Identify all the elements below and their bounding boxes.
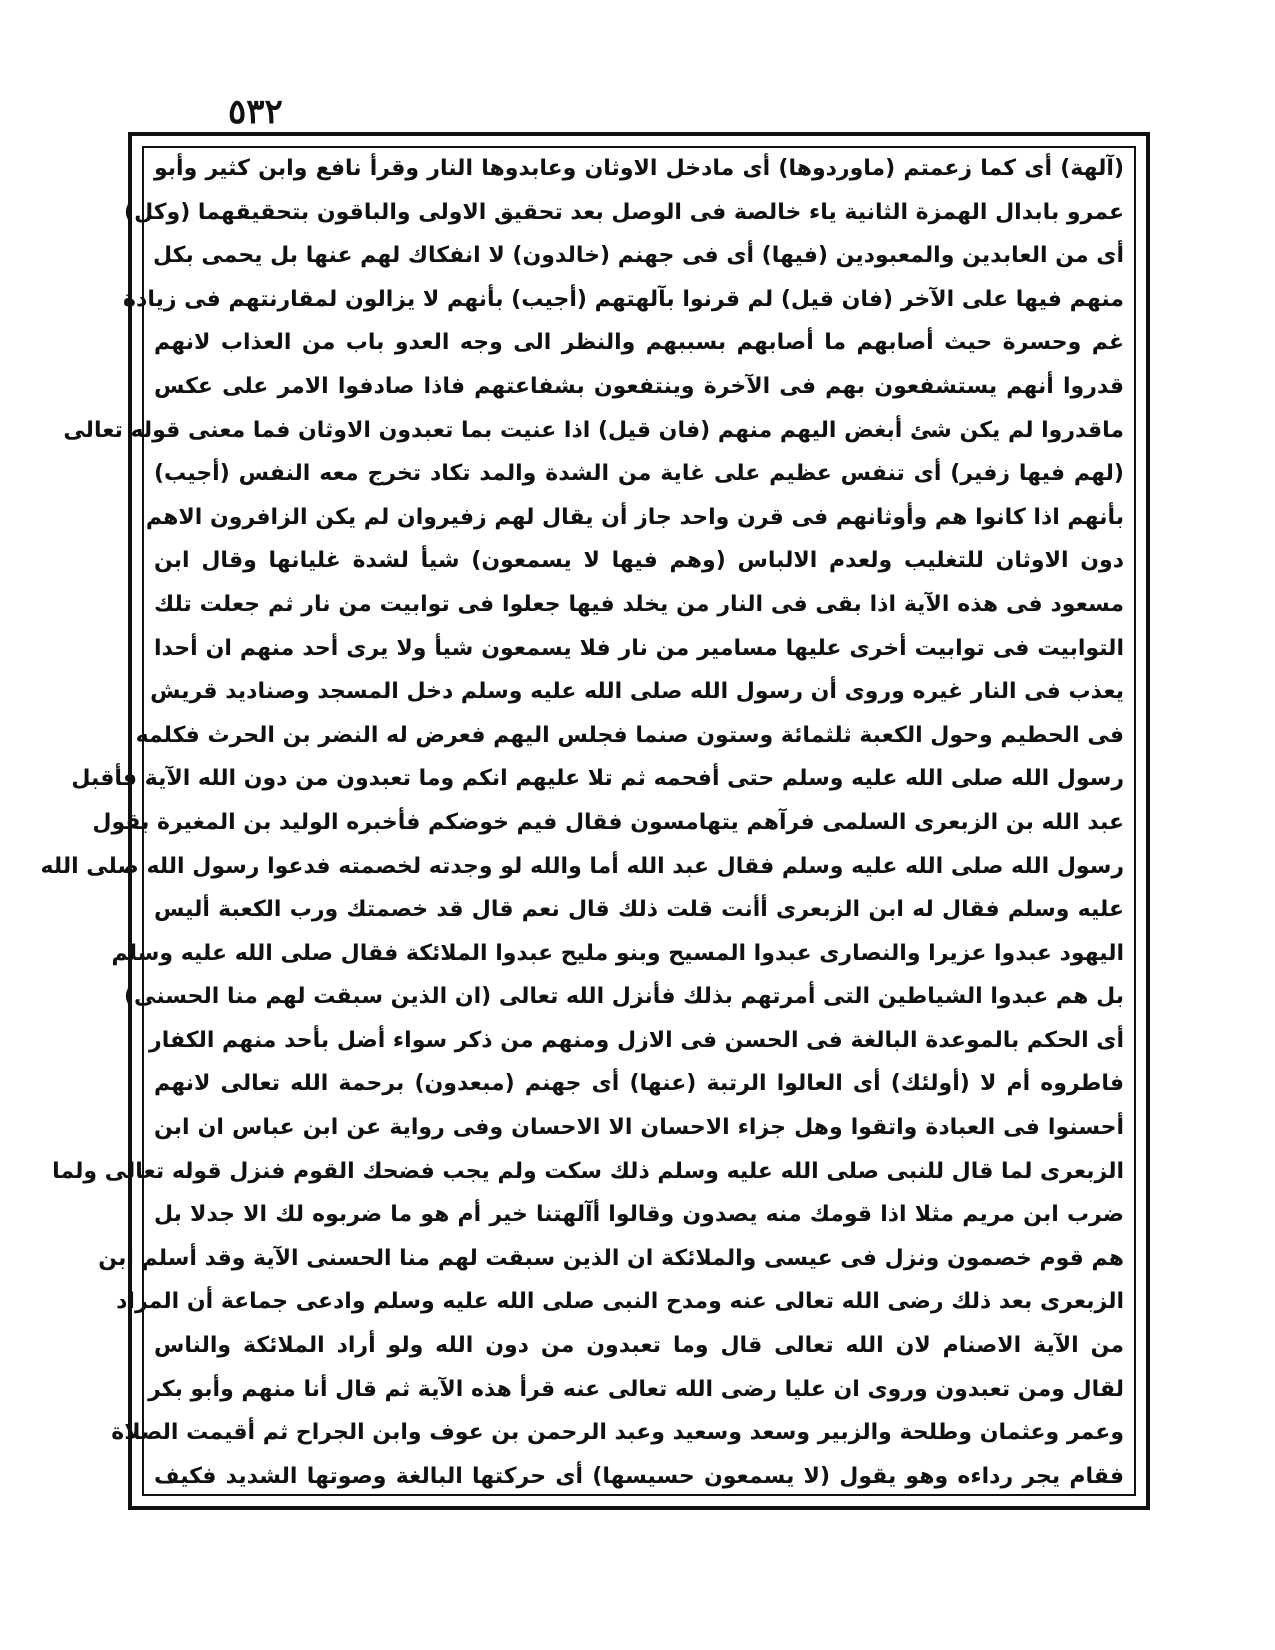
text-line: قدروا أنهم يستشفعون بهم فى الآخرة وينتفعون بشفاعتهم فاذا صادفوا الامر على عكس <box>154 373 1124 399</box>
text-line: أى الحكم بالموعدة البالغة فى الحسن فى الازل ومنهم من ذكر سواء أضل بأحد منهم الكفار <box>149 1027 1124 1053</box>
page-frame <box>40 132 1150 1510</box>
text-line: الزبعرى بعد ذلك رضى الله تعالى عنه ومدح النبى صلى الله عليه وسلم وادعى جماعة أن المراد <box>116 1289 1124 1315</box>
text-line: يعذب فى النار غيره وروى أن رسول الله صلى الله عليه وسلم دخل المسجد وصناديد قريش <box>150 679 1124 705</box>
text-line: منهم فيها على الآخر (فان قيل) لم قرنوا بآلهتهم (أجيب) بأنهم لا يزالون لمقارنتهم فى زيادة <box>123 286 1124 312</box>
text-line: أى من العابدين والمعبودين (فيها) أى فى جهنم (خالدون) لا انفكاك لهم عنها بل يحمى بكل <box>153 243 1124 269</box>
text-line: عبد الله بن الزبعرى السلمى فرآهم يتهامسون فقال فيم خوضكم فأخبره الوليد بن المغيرة بقول <box>92 809 1124 835</box>
page-number: ٥٣٢ <box>228 92 283 132</box>
text-line: رسول الله صلى الله عليه وسلم حتى أفحمه ثم تلا عليهم انكم وما تعبدون من دون الله الآية فأقبل <box>71 766 1124 792</box>
text-line: غم وحسرة حيث أصابهم ما أصابهم بسببهم والنظر الى وجه العدو باب من العذاب لانهم <box>154 330 1124 356</box>
text-line: مسعود فى هذه الآية اذا بقى فى النار من يخلد فيها جعلوا فى توابيت من نار ثم جعلت تلك <box>154 591 1124 617</box>
text-line: عليه وسلم فقال له ابن الزبعرى أأنت قلت ذلك قال نعم قال قد خصمتك ورب الكعبة أليس <box>154 897 1124 923</box>
text-line: فاطروه أم لا (أولئك) أى العالوا الرتبة (عنها) أى جهنم (مبعدون) برحمة الله تعالى لانهم <box>154 1071 1124 1097</box>
text-line: اليهود عبدوا عزيرا والنصارى عبدوا المسيح وبنو مليح عبدوا الملائكة فقال صلى الله عليه وسلم <box>111 940 1124 966</box>
text-line: بل هم عبدوا الشياطين التى أمرتهم بذلك فأنزل الله تعالى (ان الذين سبقت لهم منا الحسنى) <box>124 984 1124 1010</box>
text-line: فقام يجر رداءه وهو يقول (لا يسمعون حسيسها) أى حركتها البالغة وصوتها الشديد فكيف <box>154 1463 1124 1489</box>
text-line: هم قوم خصمون ونزل فى عيسى والملائكة ان الذين سبقت لهم منا الحسنى الآية وقد أسلم ابن <box>98 1245 1124 1271</box>
text-line: وعمر وعثمان وطلحة والزبير وسعد وسعيد وعبد الرحمن بن عوف وابن الجراح ثم أقيمت الصلاة <box>111 1420 1124 1446</box>
text-line: عمرو بابدال الهمزة الثانية ياء خالصة فى الوصل بعد تحقيق الاولى والباقون بتحقيقهما (وكل) <box>124 199 1124 225</box>
text-line: الزبعرى لما قال للنبى صلى الله عليه وسلم ذلك سكت ولم يجب فضحك القوم فنزل قوله تعالى ولما <box>52 1158 1124 1184</box>
text-line: بأنهم اذا كانوا هم وأوثانهم فى قرن واحد جاز أن يقال لهم زفيروان لم يكن الزافرون الاهم <box>145 504 1124 530</box>
text-line: التوابيت فى توابيت أخرى عليها مسامير من نار فلا يسمعون شيأ ولا يرى أحد منهم ان أحدا <box>154 635 1124 661</box>
text-line: دون الاوثان للتغليب ولعدم الالباس (وهم فيها لا يسمعون) شيأ لشدة غليانها وقال ابن <box>154 548 1124 574</box>
text-line: رسول الله صلى الله عليه وسلم فقال عبد الله أما والله لو وجدته لخصمته فدعوا رسول الله صلى الله <box>40 853 1124 879</box>
text-line: أحسنوا فى العبادة واتقوا وهل جزاء الاحسان الا الاحسان وفى رواية عن ابن عباس ان ابن <box>154 1115 1124 1141</box>
text-line: (آلهة) أى كما زعمتم (ماوردوها) أى مادخل الاوثان وعابدوها النار وقرأ نافع وابن كثير وأبو <box>154 156 1124 181</box>
text-line: (لهم فيها زفير) أى تنفس عظيم على غاية من الشدة والمد تكاد تخرج معه النفس (أجيب) <box>154 461 1124 487</box>
text-line: من الآية الاصنام لان الله تعالى قال وما تعبدون من دون الله ولو أراد الملائكة والناس <box>154 1333 1124 1359</box>
text-line: ماقدروا لم يكن شئ أبغض اليهم منهم (فان قيل) اذا عنيت بما تعبدون الاوثان فما معنى قوله تعالى <box>63 417 1124 443</box>
text-block <box>40 154 1124 1492</box>
text-line: لقال ومن تعبدون وروى ان عليا رضى الله تعالى عنه قرأ هذه الآية ثم قال أنا منهم وأبو بكر <box>148 1376 1124 1402</box>
text-line: ضرب ابن مريم مثلا اذا قومك منه يصدون وقالوا أآلهتنا خير أم هو ما ضربوه لك الا جدلا بل <box>154 1202 1124 1228</box>
text-line: فى الحطيم وحول الكعبة ثلثمائة وستون صنما فجلس اليهم فعرض له النضر بن الحرث فكلمه <box>135 722 1124 748</box>
